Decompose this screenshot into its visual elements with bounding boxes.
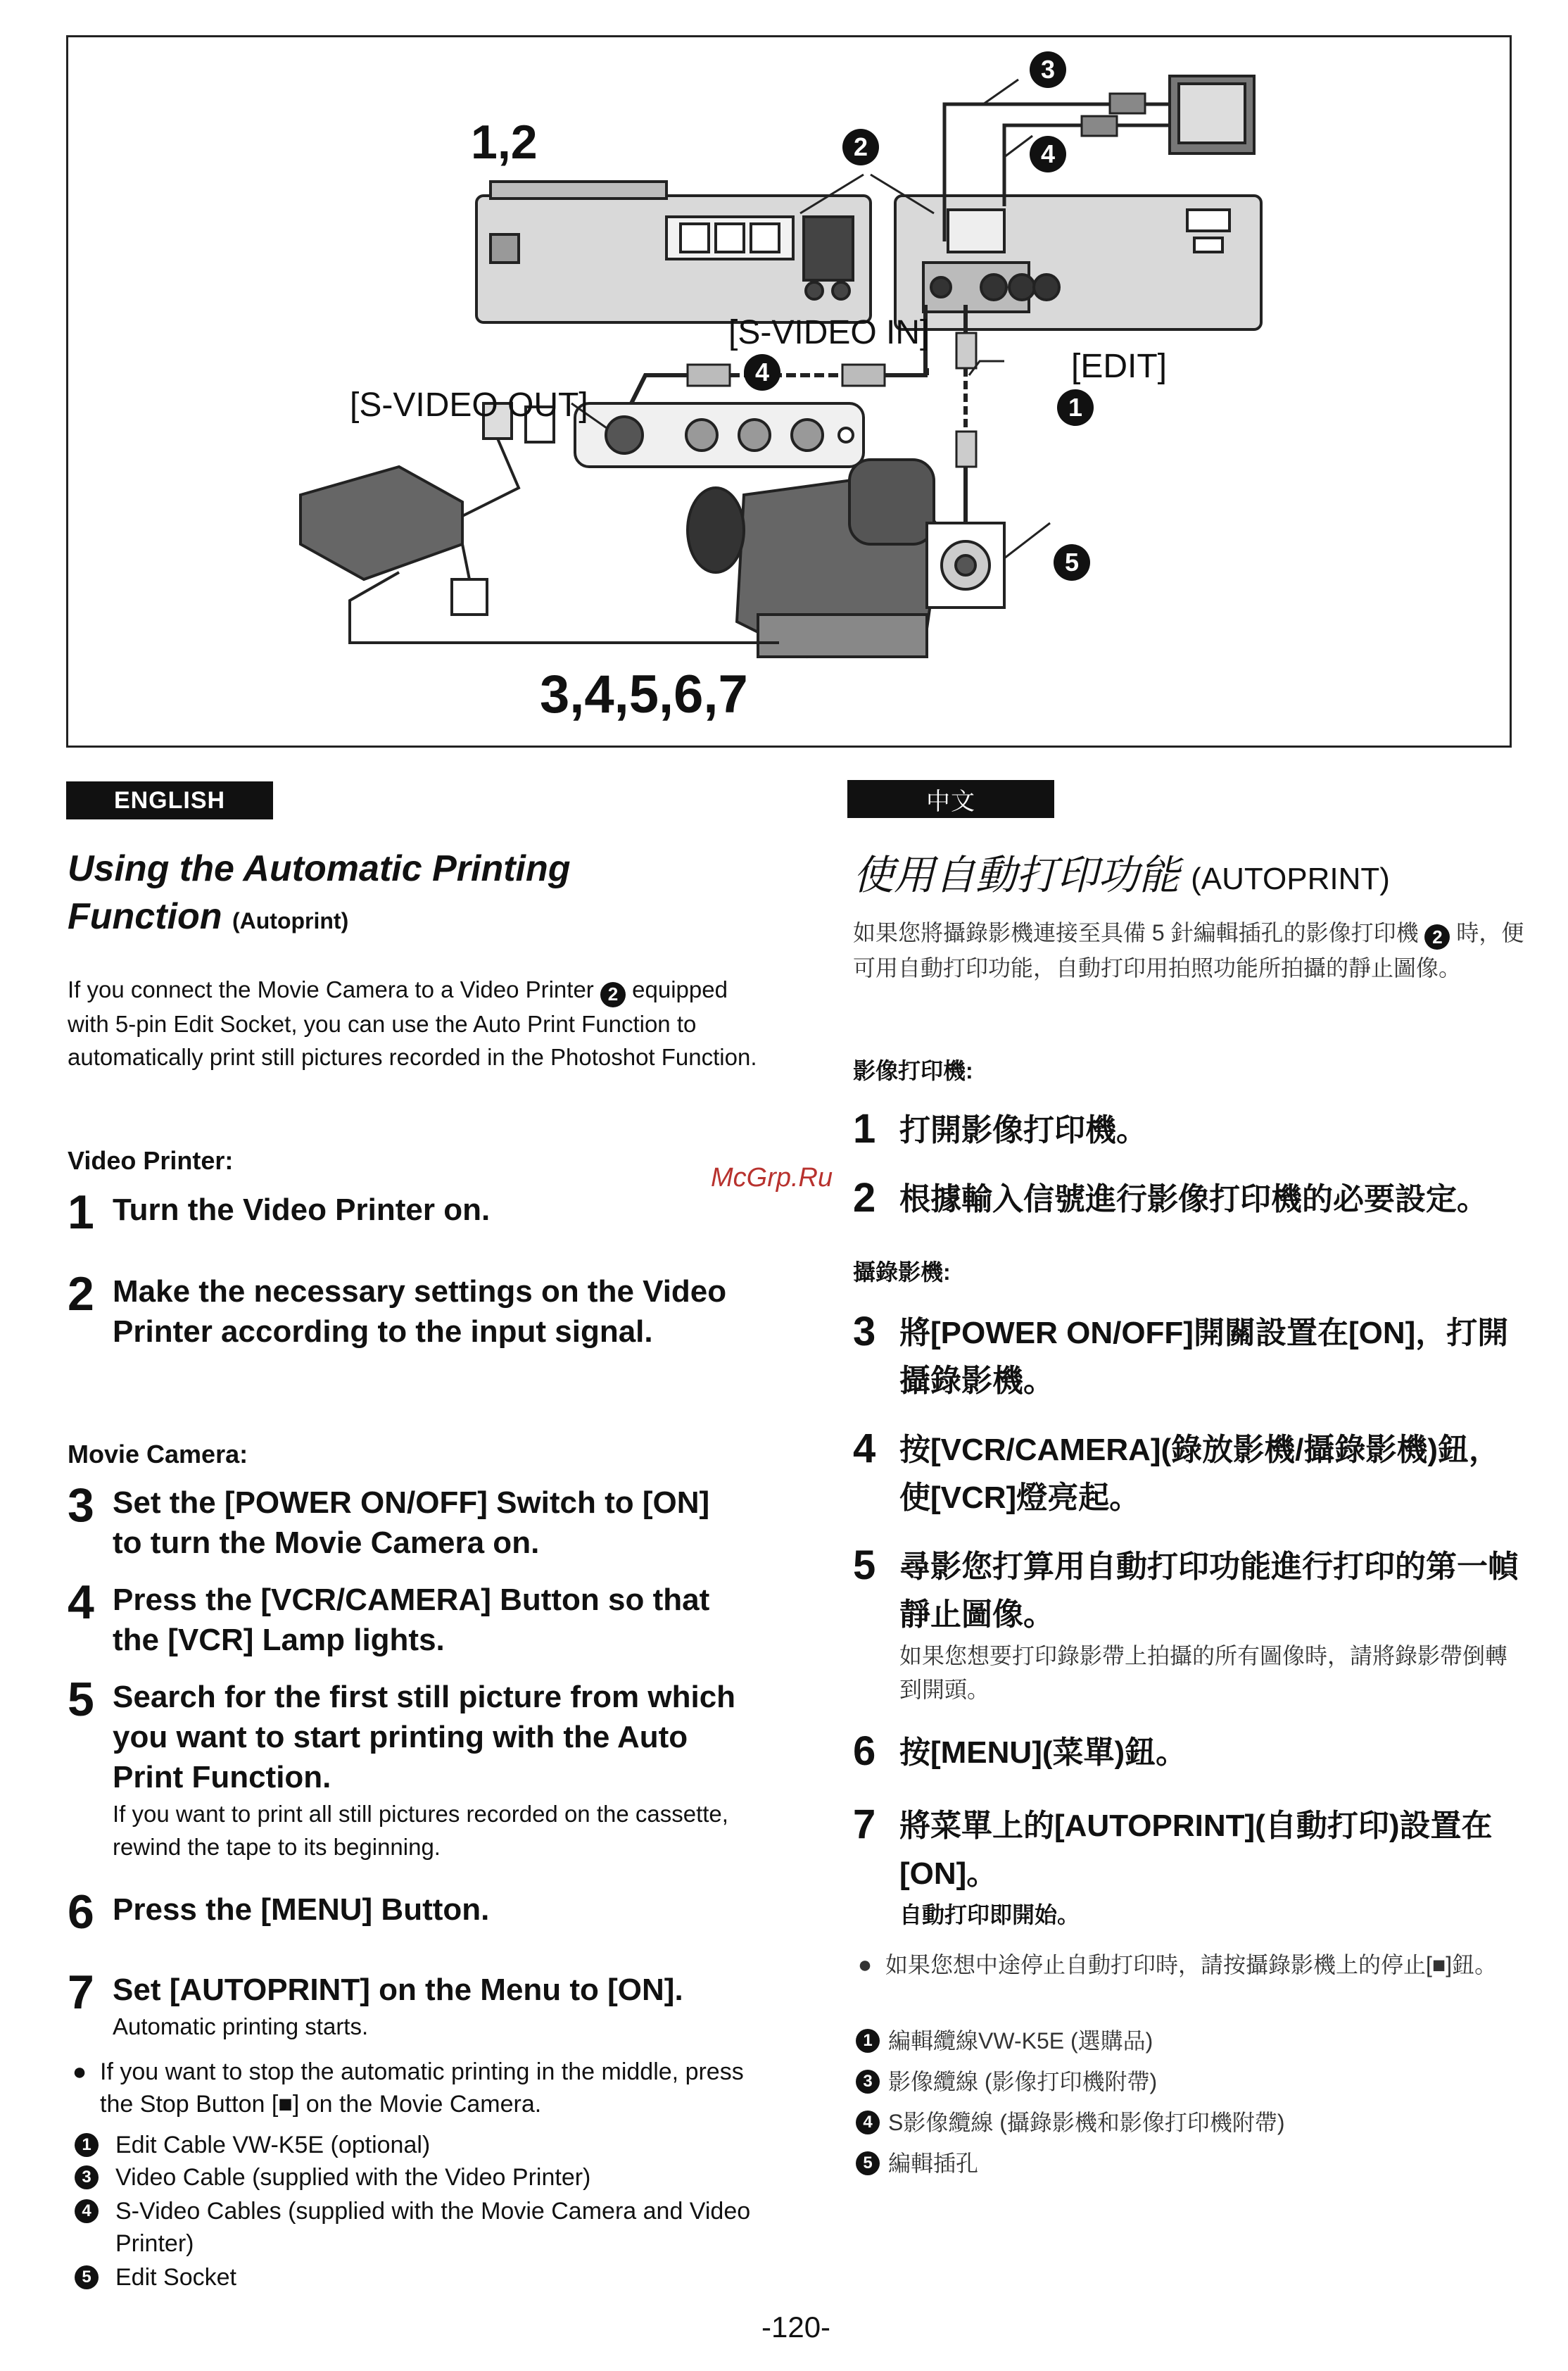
step-number: 3 bbox=[853, 1309, 876, 1354]
item-text: 編輯纜線VW-K5E (選購品) bbox=[888, 2028, 1153, 2054]
english-step-3 bbox=[68, 1478, 743, 1563]
bullet-text: 如果您想中途停止自動打印時，請按攝錄影機上的停止[■]鈕。 bbox=[885, 1952, 1498, 1977]
english-step-2 bbox=[68, 1267, 743, 1352]
step-number: 5 bbox=[68, 1673, 94, 1726]
chinese-tag: 中文 bbox=[847, 780, 1054, 818]
chinese-video-printer-heading: 影像打印機: bbox=[853, 1058, 973, 1083]
item-marker: 5 bbox=[856, 2151, 880, 2175]
item-text: 編輯插孔 bbox=[888, 2151, 979, 2176]
step-text: Press the [MENU] Button. bbox=[113, 1892, 490, 1927]
bullet-dot: ● bbox=[72, 2058, 87, 2085]
step-number: 2 bbox=[68, 1267, 94, 1321]
connection-diagram bbox=[66, 35, 1512, 748]
edit-socket-inset bbox=[927, 523, 1004, 608]
step-body bbox=[113, 1677, 743, 1863]
english-video-printer-heading: Video Printer: bbox=[68, 1146, 234, 1175]
chinese-item-4 bbox=[856, 2106, 1531, 2139]
chinese-step-3 bbox=[853, 1309, 1529, 1405]
chinese-step-4 bbox=[853, 1426, 1529, 1522]
item-marker: 4 bbox=[856, 2111, 880, 2134]
step-text: 將菜單上的[AUTOPRINT](自動打印)設置在[ON]。 bbox=[899, 1809, 1493, 1891]
item-text: Video Cable (supplied with the Video Printer) bbox=[115, 2164, 591, 2191]
zh-intro-callout-2: 2 bbox=[1424, 924, 1450, 950]
english-tag: ENGLISH bbox=[66, 781, 273, 819]
step-number: 3 bbox=[68, 1478, 94, 1532]
chinese-step-5 bbox=[853, 1543, 1529, 1706]
english-step-6 bbox=[68, 1885, 743, 1939]
step-number: 6 bbox=[68, 1885, 94, 1939]
step-number: 1 bbox=[853, 1106, 876, 1152]
item-marker: 4 bbox=[75, 2199, 99, 2223]
step-text: Press the [VCR/CAMERA] Button so that the [VCR] Lamp lights. bbox=[113, 1583, 710, 1657]
item-text: Edit Cable VW-K5E (optional) bbox=[115, 2132, 431, 2158]
english-item-4 bbox=[75, 2195, 771, 2260]
step-body bbox=[899, 1802, 1529, 1932]
chinese-intro-b: 時，便可用自動打印功能，自動打印用拍照功能所拍攝的靜止圖像。 bbox=[853, 920, 1524, 981]
movie-camera bbox=[688, 460, 941, 657]
step-number: 5 bbox=[853, 1542, 876, 1588]
chinese-step-7 bbox=[853, 1802, 1529, 1932]
ac-adapter bbox=[301, 403, 554, 615]
step-number: 4 bbox=[68, 1576, 94, 1629]
item-text: 影像纜線 (影像打印機附帶) bbox=[888, 2069, 1158, 2094]
step-text: Turn the Video Printer on. bbox=[113, 1193, 491, 1227]
step-text: 按[MENU](菜單)鈕。 bbox=[899, 1735, 1187, 1770]
svideo-out-label: [S-VIDEO OUT] bbox=[350, 386, 588, 424]
chinese-item-5 bbox=[856, 2147, 1531, 2180]
step-number: 7 bbox=[68, 1966, 94, 2019]
step-note: Automatic printing starts. bbox=[113, 2013, 369, 2039]
svideo-in-label: [S-VIDEO IN] bbox=[728, 314, 930, 351]
item-marker: 1 bbox=[856, 2029, 880, 2053]
video-printer-rear bbox=[895, 196, 1261, 329]
step-number: 6 bbox=[853, 1728, 876, 1774]
bullet-dot: ● bbox=[857, 1951, 873, 1978]
step-text: 打開影像打印機。 bbox=[899, 1113, 1147, 1147]
english-item-3 bbox=[75, 2161, 771, 2194]
english-title-sub: (Autoprint) bbox=[232, 908, 349, 933]
english-title bbox=[68, 845, 771, 945]
english-title-line2: Function bbox=[68, 896, 222, 937]
chinese-title-sub: (AUTOPRINT) bbox=[1191, 862, 1390, 896]
item-text: Edit Socket bbox=[115, 2264, 236, 2291]
step-note: If you want to print all still pictures recorded on the cassette, rewind the tape to its beginning. bbox=[113, 1801, 728, 1860]
english-title-line1: Using the Automatic Printing bbox=[68, 848, 571, 889]
english-step-5 bbox=[68, 1673, 743, 1863]
english-intro-a: If you connect the Movie Camera to a Video Printer bbox=[68, 976, 594, 1002]
callout-4-bottom: 4 bbox=[744, 354, 780, 391]
english-item-1 bbox=[75, 2129, 771, 2161]
english-step-7 bbox=[68, 1966, 771, 2043]
step-body bbox=[899, 1543, 1529, 1706]
english-bullet bbox=[68, 2056, 771, 2120]
step-number: 7 bbox=[853, 1801, 876, 1847]
step-text: 按[VCR/CAMERA](錄放影機/攝錄影機)鈕，使[VCR]燈亮起。 bbox=[899, 1433, 1500, 1515]
chinese-title-main: 使用自動打印功能 bbox=[853, 853, 1180, 898]
chinese-intro-a: 如果您將攝錄影機連接至具備 5 針編輯插孔的影像打印機 bbox=[853, 920, 1419, 945]
item-text: S影像纜線 (攝錄影機和影像打印機附帶) bbox=[888, 2110, 1285, 2135]
intro-callout-2: 2 bbox=[600, 982, 626, 1007]
step-text: 將[POWER ON/OFF]開關設置在[ON]，打開攝錄影機。 bbox=[899, 1316, 1509, 1398]
chinese-intro bbox=[853, 915, 1529, 986]
step-number: 1 bbox=[68, 1186, 94, 1239]
chinese-item-1 bbox=[856, 2025, 1531, 2057]
english-movie-camera-heading: Movie Camera: bbox=[68, 1440, 248, 1468]
item-text: S-Video Cables (supplied with the Movie Camera and Video Printer) bbox=[115, 2198, 751, 2257]
edit-label: [EDIT] bbox=[1071, 348, 1168, 385]
connection-illustration bbox=[68, 37, 1510, 746]
step-text: Make the necessary settings on the Video Printer according to the input signal. bbox=[113, 1274, 727, 1349]
chinese-step-6 bbox=[853, 1729, 1529, 1777]
english-item-5 bbox=[75, 2261, 771, 2294]
item-marker: 5 bbox=[75, 2265, 99, 2289]
item-marker: 1 bbox=[75, 2133, 99, 2157]
english-intro-b: equipped with 5-pin Edit Socket, you can use the Auto Print Function to automatically print still pictures recorded in the Photoshot Function. bbox=[68, 976, 757, 1070]
step-number: 2 bbox=[853, 1175, 876, 1221]
step-text: 尋影您打算用自動打印功能進行打印的第一幀靜止圖像。 bbox=[899, 1549, 1519, 1632]
chinese-step-1 bbox=[853, 1107, 1529, 1155]
item-marker: 3 bbox=[856, 2070, 880, 2094]
chinese-movie-camera-heading: 攝錄影機: bbox=[853, 1259, 951, 1285]
step-text: Search for the first still picture from which you want to start printing with the Auto Print Function. bbox=[113, 1680, 736, 1794]
chinese-bullet bbox=[853, 1949, 1529, 1981]
english-intro bbox=[68, 973, 771, 1074]
camera-step-label: 3,4,5,6,7 bbox=[540, 665, 748, 724]
callout-2: 2 bbox=[842, 129, 879, 165]
chinese-item-3 bbox=[856, 2065, 1531, 2098]
step-text: Set the [POWER ON/OFF] Switch to [ON] to turn the Movie Camera on. bbox=[113, 1485, 710, 1560]
step-text: 根據輸入信號進行影像打印機的必要設定。 bbox=[899, 1182, 1488, 1216]
step-text: Set [AUTOPRINT] on the Menu to [ON]. bbox=[113, 1973, 683, 2007]
tv-monitor bbox=[1170, 76, 1254, 153]
step-number: 4 bbox=[853, 1426, 876, 1471]
video-printer-front bbox=[476, 182, 871, 322]
chinese-step-2 bbox=[853, 1176, 1529, 1224]
bullet-text: If you want to stop the automatic printing in the middle, press the Stop Button [■] on the Movie Camera. bbox=[100, 2058, 744, 2118]
english-step-1 bbox=[68, 1186, 771, 1239]
step-body bbox=[113, 1970, 683, 2043]
step-note: 如果您想要打印錄影帶上拍攝的所有圖像時，請將錄影帶倒轉到開頭。 bbox=[899, 1643, 1508, 1702]
step-note: 自動打印即開始。 bbox=[899, 1902, 1080, 1927]
english-step-4 bbox=[68, 1576, 743, 1660]
page-number: -120- bbox=[761, 2310, 831, 2344]
item-marker: 3 bbox=[75, 2165, 99, 2189]
watermark: McGrp.Ru bbox=[711, 1163, 833, 1193]
callout-3: 3 bbox=[1030, 51, 1066, 88]
callout-5: 5 bbox=[1054, 544, 1090, 581]
chinese-title bbox=[853, 842, 1529, 901]
camera-jack-panel bbox=[575, 403, 864, 467]
printer-step-label: 1,2 bbox=[471, 115, 538, 169]
callout-1: 1 bbox=[1057, 389, 1094, 426]
callout-4-top: 4 bbox=[1030, 136, 1066, 172]
